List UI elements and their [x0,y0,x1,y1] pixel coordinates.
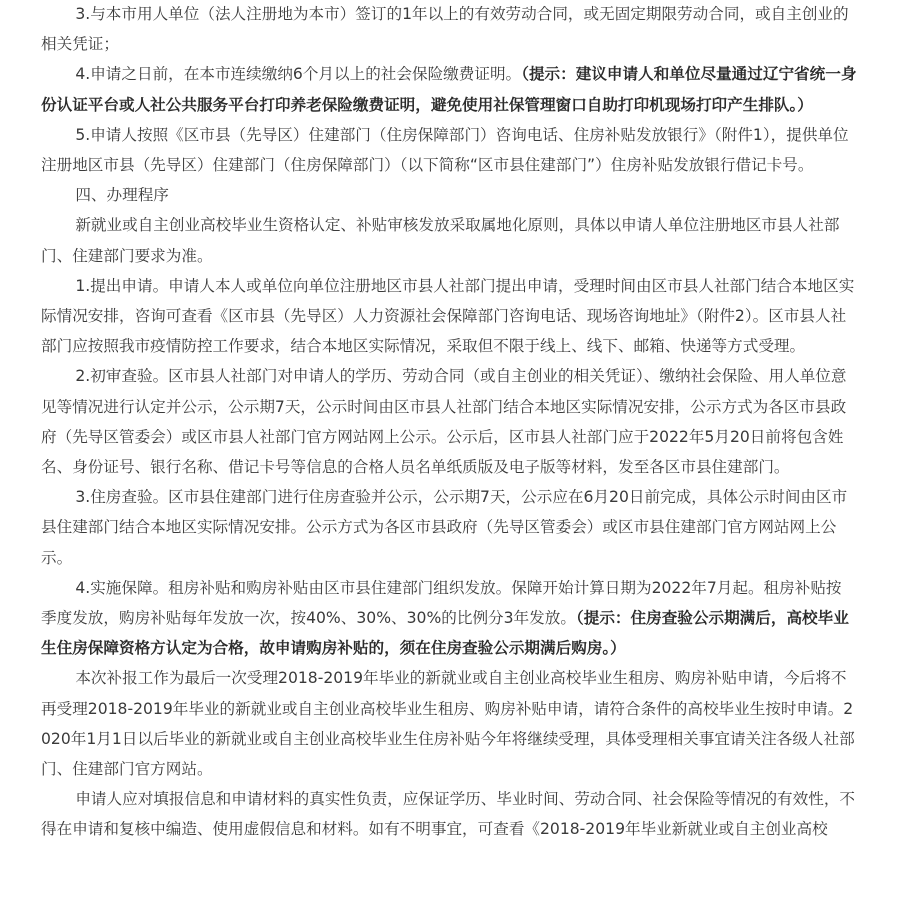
paragraph-applicant-responsibility [0,784,897,844]
paragraph-implementation [0,573,897,664]
section-heading-procedure [0,180,897,210]
paragraph-housing-check [0,482,897,573]
paragraph-labor-contract [0,0,897,59]
paragraph-text: 5.申请人按照《区市县（先导区）住建部门（住房保障部门）咨询电话、住房补贴发放银行》（附件1），提供单位注册地区市县（先导区）住建部门（住房保障部门）（以下简称“区市县住建部门”）住房补贴发放银行借记卡号。 [41,125,849,175]
paragraph-text: 4.实施保障。租房补贴和购房补贴由区市县住建部门组织发放。保障开始计算日期为2022年7月起。租房补贴按季度发放，购房补贴每年发放一次，按40%、30%、30%的比例分3年发放。 [41,578,842,628]
tip-bold-text: （提示：建议申请人和单位尽量通过辽宁省统一身份认证平台或人社公共服务平台打印养老保险缴费证明，避免使用社保管理窗口自助打印机现场打印产生排队。） [41,65,857,114]
paragraph-social-insurance [0,59,897,119]
paragraph-text: 申请人应对填报信息和申请材料的真实性负责，应保证学历、毕业时间、劳动合同、社会保险等情况的有效性，不得在申请和复核中编造、使用虚假信息和材料。如有不明事宜，可查看《2018-2019年毕业新就业或自主创业高校 [41,790,856,839]
paragraph-locality-principle [0,210,897,270]
paragraph-bank-card [0,120,897,180]
paragraph-submit-application [0,271,897,362]
heading-text: 四、办理程序 [75,186,169,205]
paragraph-text: 2.初审查验。区市县人社部门对申请人的学历、劳动合同（或自主创业的相关凭证）、缴纳社会保险、用人单位意见等情况进行认定并公示，公示期7天，公示时间由区市县人社部门结合本地区实际情况安排，公示方式为各区市县政府（先导区管委会）或区市县人社部门官方网站网上公示。公示后，区市县人社部门应于2022年5月20日前将包含姓名、身份证号、银行名称、借记卡号等信息的合格人员名单纸质版及电子版等材料，发至各区市县住建部门。 [41,367,847,477]
paragraph-text: 新就业或自主创业高校毕业生资格认定、补贴审核发放采取属地化原则，具体以申请人单位注册地区市县人社部门、住建部门要求为准。 [41,216,840,265]
tip-bold-text: （提示：住房查验公示期满后，高校毕业生住房保障资格方认定为合格，故申请购房补贴的，须在住房查验公示期满后购房。） [41,609,849,658]
paragraph-initial-review [0,361,897,482]
paragraph-text: 3.与本市用人单位（法人注册地为本市）签订的1年以上的有效劳动合同，或无固定期限劳动合同，或自主创业的相关凭证； [41,5,849,54]
paragraph-text: 本次补报工作为最后一次受理2018-2019年毕业的新就业或自主创业高校毕业生租房、购房补贴申请，今后将不再受理2018-2019年毕业的新就业或自主创业高校毕业生租房、购房补贴申请，请符合条件的高校毕业生按时申请。2020年1月1日以后毕业的新就业或自主创业高校毕业生住房补贴今年将继续受理，具体受理相关事宜请关注各级人社部门、住建部门官方网站。 [41,669,855,779]
paragraph-text: 1.提出申请。申请人本人或单位向单位注册地区市县人社部门提出申请，受理时间由区市县人社部门结合本地区实际情况安排，咨询可查看《区市县（先导区）人力资源社会保障部门咨询电话、现场咨询地址》（附件2）。区市县人社部门应按照我市疫情防控工作要求，结合本地区实际情况，采取但不限于线上、线下、邮箱、快递等方式受理。 [41,276,855,356]
paragraph-text: 3.住房查验。区市县住建部门进行住房查验并公示，公示期7天，公示应在6月20日前完成，具体公示时间由区市县住建部门结合本地区实际情况安排。公示方式为各区市县政府（先导区管委会）或区市县住建部门官方网站网上公示。 [41,488,848,567]
paragraph-final-supplement [0,663,897,784]
paragraph-text: 4.申请之日前，在本市连续缴纳6个月以上的社会保险缴费证明。 [75,65,522,84]
